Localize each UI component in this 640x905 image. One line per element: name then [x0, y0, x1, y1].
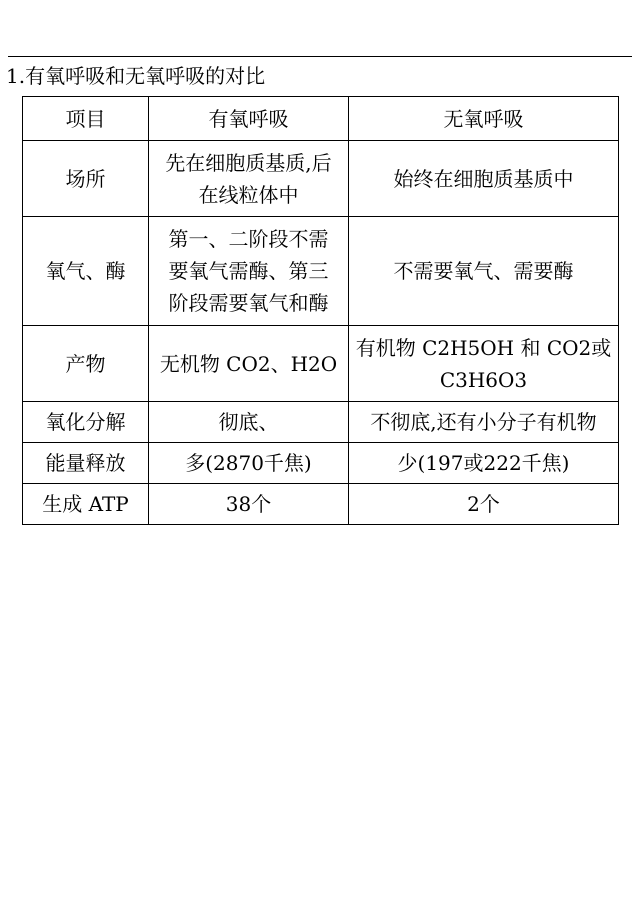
- header-aerobic: 有氧呼吸: [149, 97, 349, 141]
- cell-line: 不需要氧气、需要酶: [393, 259, 574, 283]
- aerobic-cell: [149, 402, 349, 443]
- header-item: 项目: [23, 97, 149, 141]
- cell-line: 2个: [467, 492, 500, 516]
- row-label: 场所: [23, 141, 149, 217]
- table-row-oxygen-enzyme: [23, 217, 619, 326]
- cell-line: 有机物 C2H5OH 和 CO2或: [355, 335, 612, 360]
- table-row-place: [23, 141, 619, 217]
- table-row-products: [23, 326, 619, 402]
- table-row-oxidative-decomposition: [23, 402, 619, 443]
- top-rule: [8, 56, 632, 57]
- row-label: 产物: [23, 326, 149, 402]
- row-label: 氧气、酶: [23, 217, 149, 326]
- comparison-table: [22, 96, 619, 525]
- cell-line: 少(197或222千焦): [397, 451, 570, 475]
- aerobic-cell: [149, 141, 349, 217]
- cell-line: 无机物 CO2、H2O: [159, 351, 338, 376]
- document-title: 1.有氧呼吸和无氧呼吸的对比: [6, 64, 266, 88]
- cell-line: 先在细胞质基质,后: [165, 150, 332, 175]
- cell-line: 在线粒体中: [198, 182, 299, 207]
- row-label: 生成 ATP: [23, 484, 149, 525]
- cell-line: 始终在细胞质基质中: [393, 166, 574, 191]
- anaerobic-cell: [349, 443, 619, 484]
- row-label: 氧化分解: [23, 402, 149, 443]
- cell-line: 不彻底,还有小分子有机物: [370, 410, 597, 434]
- anaerobic-cell: [349, 326, 619, 402]
- header-anaerobic: 无氧呼吸: [349, 97, 619, 141]
- aerobic-cell: [149, 443, 349, 484]
- row-label: 能量释放: [23, 443, 149, 484]
- cell-line: 多(2870千焦): [185, 451, 312, 475]
- table-header-row: [23, 97, 619, 141]
- cell-line: 彻底、: [218, 410, 279, 434]
- anaerobic-cell: [349, 141, 619, 217]
- cell-line: 38个: [225, 492, 272, 516]
- table-row-energy-release: [23, 443, 619, 484]
- table-row-atp: [23, 484, 619, 525]
- cell-line: C3H6O3: [439, 367, 528, 392]
- cell-line: 第一、二阶段不需: [168, 227, 329, 251]
- aerobic-cell: [149, 484, 349, 525]
- aerobic-cell: [149, 326, 349, 402]
- anaerobic-cell: [349, 402, 619, 443]
- anaerobic-cell: [349, 217, 619, 326]
- aerobic-cell: [149, 217, 349, 326]
- cell-line: 阶段需要氧气和酶: [168, 291, 329, 315]
- anaerobic-cell: [349, 484, 619, 525]
- cell-line: 要氧气需酶、第三: [168, 259, 329, 283]
